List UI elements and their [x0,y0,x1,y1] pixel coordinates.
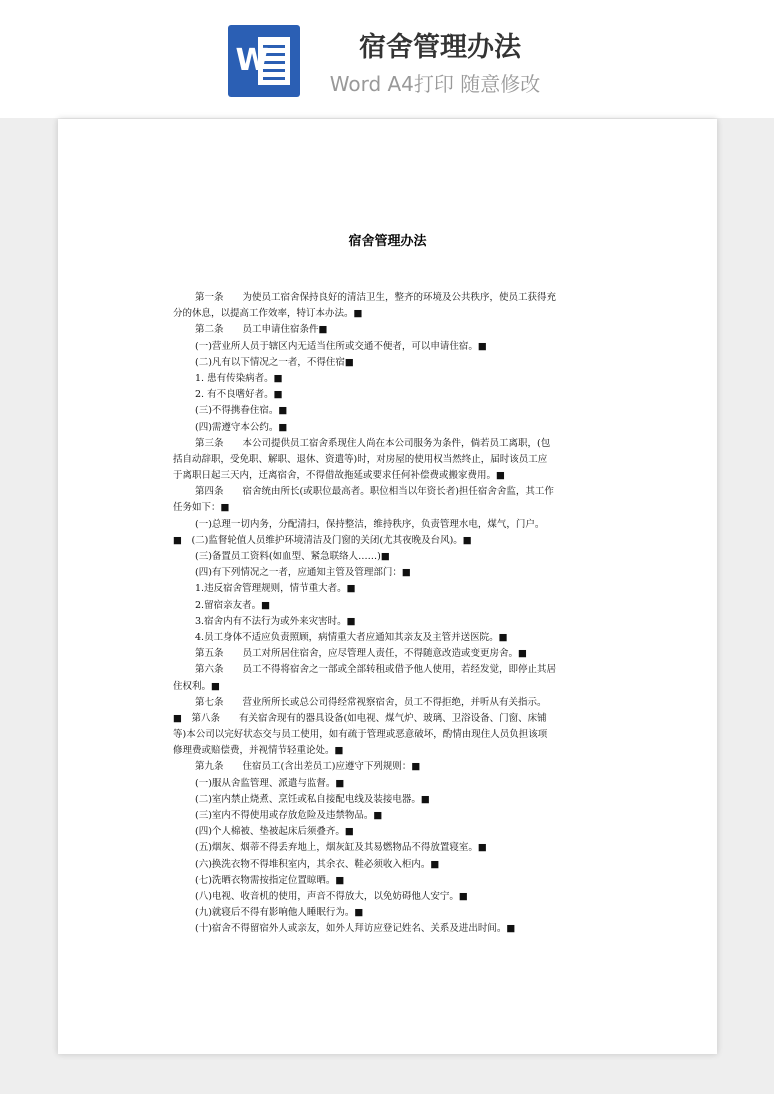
document-line: 第二条 员工申请住宿条件■ [195,324,328,336]
header-subtitle: Word A4打印 随意修改 [329,72,541,96]
document-line: (一)营业所人员于辖区内无适当住所或交通不便者，可以申请住宿。■ [195,340,487,352]
word-document-icon [228,25,300,97]
document-line: (二)室内禁止烧煮、烹饪或私自接配电线及装接电器。■ [195,793,430,805]
document-line: 第一条 为使员工宿舍保持良好的清洁卫生，整齐的环境及公共秩序，使员工获得充 [195,292,557,303]
document-line: 任务如下：■ [173,502,230,514]
document-line: 1.违反宿舍管理规则，情节重大者。■ [195,583,356,595]
document-line: (四)有下列情况之一者，应通知主管及管理部门：■ [195,567,411,579]
document-title: 宿舍管理办法 [348,234,427,249]
document-line: 第五条 员工对所居住宿舍，应尽管理人责任，不得随意改造或变更房舍。■ [195,648,527,660]
document-line: (十)宿舍不得留宿外人或亲友，如外人拜访应登记姓名、关系及进出时间。■ [195,923,516,935]
document-line: (二)凡有以下情况之一者，不得住宿■ [195,356,354,368]
document-line: (四)个人棉被、垫被起床后须叠齐。■ [195,826,354,838]
document-line: (一)总理一切内务，分配清扫，保持整洁，维持秩序，负责管理水电，煤气，门户。 [195,518,545,530]
document-line: 2.留宿亲友者。■ [195,599,271,611]
document-line: (九)就寝后不得有影响他人睡眠行为。■ [195,907,364,919]
page-header [0,0,774,118]
document-line: (四)需遵守本公约。■ [195,421,288,433]
document-line: 第九条 住宿员工(含出差员工)应遵守下列规则：■ [195,761,421,773]
document-line: (三)备置员工资料(如血型、紧急联络人……)■ [195,551,390,562]
document-line: 等)本公司以完好状态交与员工使用，如有疏于管理或恶意破坏，酌情由现住人员负担该项 [173,729,548,741]
document-line: 第六条 员工不得将宿舍之一部或全部转租或借予他人使用，若经发觉，即停止其居 [195,664,557,676]
document-line: 于离职日起三天内，迁离宿舍，不得借故拖延或要求任何补偿费或搬家费用。■ [173,470,505,482]
document-line: (五)烟灰、烟蒂不得丢弃地上，烟灰缸及其易燃物品不得放置寝室。■ [195,842,487,854]
document-line: 修理费或赔偿费，并视情节轻重论处。■ [173,745,344,757]
document-line: 住权利。■ [173,680,220,692]
document-line: (七)洗晒衣物需按指定位置晾晒。■ [195,874,345,886]
document-line: (一)服从舍监管理、派遣与监督。■ [195,777,345,789]
document-line: 第七条 营业所所长或总公司得经常视察宿舍，员工不得拒绝，并听从有关指示。 [195,696,547,708]
document-line: (三)不得携眷住宿。■ [195,405,288,417]
document-line: (八)电视、收音机的使用，声音不得放大，以免妨碍他人安宁。■ [195,890,468,902]
document-line: 分的休息，以提高工作效率，特订本办法。■ [173,308,363,320]
document-line: 2. 有不良嗜好者。■ [195,389,283,401]
document-page [58,119,717,1054]
document-line: 4.员工身体不适应负责照顾，病情重大者应通知其亲友及主管并送医院。■ [195,631,508,643]
document-body [173,290,604,938]
document-line: 1. 患有传染病者。■ [195,372,283,384]
document-line: 括自动辞职，受免职、解职、退休、资遣等)时，对房屋的使用权当然终止，届时该员工应 [173,453,548,465]
document-line: 第三条 本公司提供员工宿舍系现住人尚在本公司服务为条件，倘若员工离职，(包 [195,437,551,449]
word-letter: W [235,43,269,78]
document-line: 第四条 宿舍统由所长(或职位最高者。职位相当以年资长者)担任宿舍舍监，其工作 [195,486,554,498]
header-title: 宿舍管理办法 [359,32,521,63]
document-line: ■ (二)监督轮值人员维护环境清洁及门窗的关闭(尤其夜晚及台风)。■ [173,534,472,546]
document-line: (三)室内不得使用或存放危险及违禁物品。■ [195,810,383,821]
document-line: (六)换洗衣物不得堆积室内，其余衣、鞋必须收入柜内。■ [195,858,440,870]
document-line: 3.宿舍内有不法行为或外来灾害时。■ [195,615,356,627]
document-line: ■ 第八条 有关宿舍现有的器具设备(如电视、煤气炉、玻璃、卫浴设备、门窗、床铺 [173,712,547,724]
